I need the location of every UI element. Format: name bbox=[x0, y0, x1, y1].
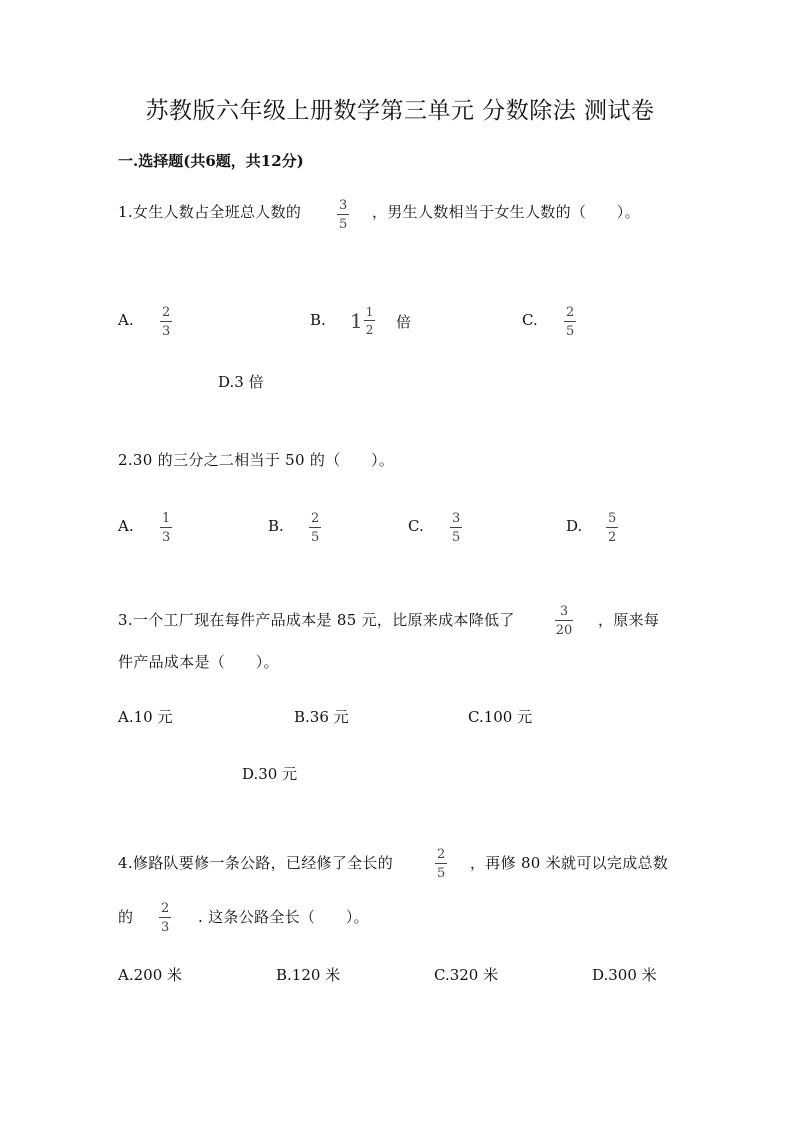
q3-text-line2: 件产品成本是（ ）。 bbox=[118, 653, 279, 671]
q1-option-d: D.3 倍 bbox=[218, 373, 264, 391]
q1-option-b-suffix: 倍 bbox=[396, 313, 412, 331]
q4-option-a: A.200 米 bbox=[118, 966, 182, 984]
q3-option-a: A.10 元 bbox=[118, 708, 173, 726]
frac-den: 5 bbox=[566, 324, 575, 339]
frac-den: 5 bbox=[311, 530, 320, 545]
q2-option-b-label: B. bbox=[268, 517, 284, 535]
frac-num: 2 bbox=[566, 305, 575, 320]
q4-option-c: C.320 米 bbox=[434, 966, 499, 984]
section-heading: 一.选择题(共6题，共12分) bbox=[118, 152, 304, 170]
q1-option-b-label: B. bbox=[310, 311, 326, 329]
q4-fraction-1 bbox=[435, 848, 447, 880]
frac-num: 5 bbox=[608, 511, 617, 526]
frac-num: 3 bbox=[452, 511, 461, 526]
q4-fraction-2 bbox=[159, 902, 171, 934]
q2-option-d-fraction bbox=[606, 512, 618, 544]
q1-option-a-label: A. bbox=[118, 311, 134, 329]
q4-option-d: D.300 米 bbox=[592, 966, 657, 984]
q2-option-b-fraction bbox=[309, 512, 321, 544]
q2-option-d-label: D. bbox=[566, 517, 583, 535]
frac-den: 2 bbox=[365, 323, 374, 337]
q2-option-c-fraction bbox=[450, 512, 462, 544]
q1-text-start: 1.女生人数占全班总人数的 bbox=[118, 203, 302, 221]
frac-den: 3 bbox=[162, 530, 171, 545]
q1-option-b-mixed-number bbox=[350, 306, 375, 336]
q3-option-c: C.100 元 bbox=[468, 708, 533, 726]
frac-den: 20 bbox=[555, 623, 573, 638]
q1-frac-num: 3 bbox=[339, 198, 348, 213]
q3-text-start: 3.一个工厂现在每件产品成本是 85 元，比原来成本降低了 bbox=[118, 611, 515, 629]
page-title: 苏教版六年级上册数学第三单元 分数除法 测试卷 bbox=[145, 98, 655, 124]
q1-text-end: ，男生人数相当于女生人数的（ ）。 bbox=[372, 203, 640, 221]
q1-option-a-fraction bbox=[160, 306, 172, 338]
q4-text-end: ，再修 80 米就可以完成总数 bbox=[470, 854, 669, 872]
q4-text-line2-end: . 这条公路全长（ ）。 bbox=[198, 908, 369, 926]
frac-den: 3 bbox=[162, 324, 171, 339]
q3-text-end: ，原来每 bbox=[598, 611, 660, 629]
q2-option-a-fraction bbox=[160, 512, 172, 544]
q1-fraction bbox=[337, 199, 349, 231]
mixed-fraction bbox=[364, 306, 376, 336]
frac-num: 1 bbox=[365, 305, 374, 319]
mixed-whole: 1 bbox=[350, 309, 363, 333]
q3-fraction bbox=[555, 605, 573, 637]
q2-option-c-label: C. bbox=[408, 517, 424, 535]
q3-option-b: B.36 元 bbox=[294, 708, 349, 726]
q2-option-a-label: A. bbox=[118, 517, 134, 535]
q1-option-c-fraction bbox=[564, 306, 576, 338]
frac-den: 5 bbox=[437, 866, 446, 881]
q4-text-start: 4.修路队要修一条公路，已经修了全长的 bbox=[118, 854, 394, 872]
frac-num: 3 bbox=[559, 604, 569, 619]
frac-num: 2 bbox=[311, 511, 320, 526]
frac-num: 2 bbox=[437, 847, 446, 862]
frac-den: 2 bbox=[608, 530, 617, 545]
q2-text: 2.30 的三分之二相当于 50 的（ ）。 bbox=[118, 451, 395, 469]
q1-option-c-label: C. bbox=[522, 311, 538, 329]
frac-num: 1 bbox=[162, 511, 171, 526]
q1-frac-den: 5 bbox=[339, 217, 348, 232]
frac-num: 2 bbox=[161, 901, 170, 916]
q3-option-d: D.30 元 bbox=[242, 765, 298, 783]
q4-text-line2-start: 的 bbox=[118, 908, 134, 926]
frac-den: 5 bbox=[452, 530, 461, 545]
frac-num: 2 bbox=[162, 305, 171, 320]
q4-option-b: B.120 米 bbox=[276, 966, 341, 984]
frac-den: 3 bbox=[161, 920, 170, 935]
